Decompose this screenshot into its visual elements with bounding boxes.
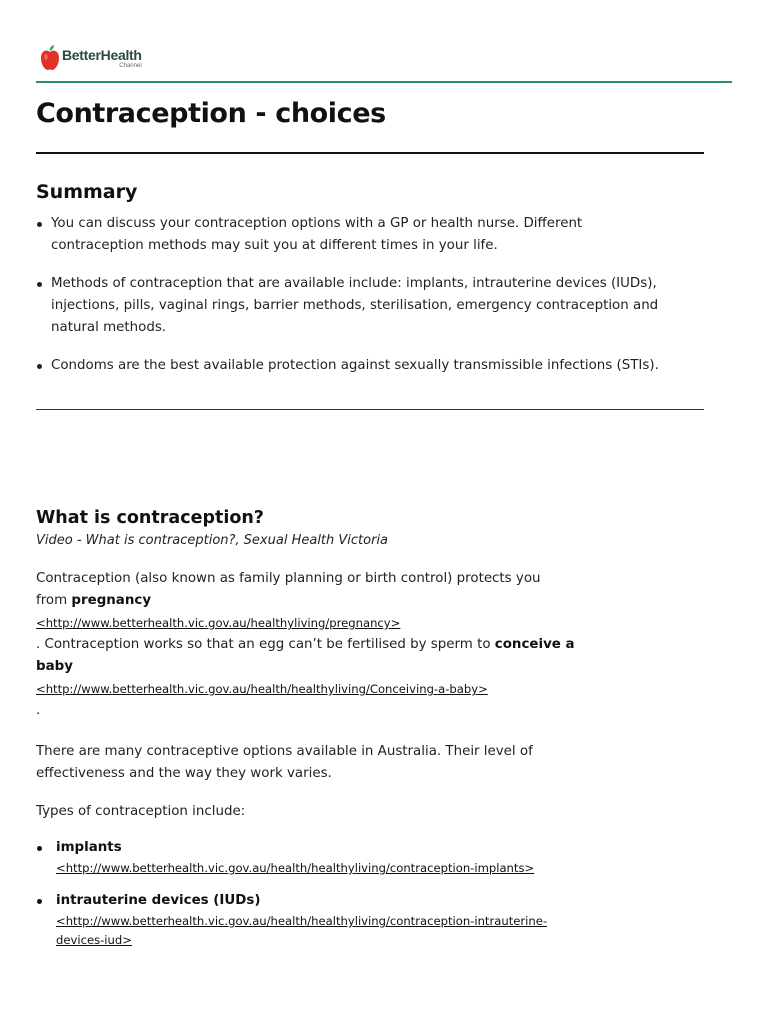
conceive-baby-link-cont[interactable]: baby: [36, 659, 73, 674]
page-title: Contraception - choices: [36, 98, 386, 129]
summary-item: Methods of contraception that are available include: implants, intrauterine devices (IUDs), injections, pills, vaginal rings, barrier methods, sterilisation, emergency contraception and natural methods.: [36, 273, 696, 339]
implants-url[interactable]: <http://www.betterhealth.vic.gov.au/health/healthyliving/contraception-implants>: [56, 861, 535, 875]
summary-divider: [36, 409, 704, 410]
paragraph-intro: Contraception (also known as family planning or birth control) protects you from pregnancy <http://www.betterhealth.vic.gov.au/healthyliving/pregnancy> . Contraception works so that an egg can’t be fertilised by sperm to conceive a baby <http://www.betterhealth.vic.gov.au/health/healthyliving/Conceiving-a-baby> .: [36, 568, 596, 722]
contraception-types-list: [36, 837, 636, 962]
conceive-baby-url[interactable]: <http://www.betterhealth.vic.gov.au/health/healthyliving/Conceiving-a-baby>: [36, 682, 488, 696]
summary-item: You can discuss your contraception options with a GP or health nurse. Different contraception methods may suit you at different times in your life.: [36, 213, 696, 257]
iud-link[interactable]: intrauterine devices (IUDs): [56, 893, 261, 908]
summary-list: [36, 213, 696, 393]
header-divider: [36, 81, 732, 83]
video-caption[interactable]: Video - What is contraception?, Sexual Health Victoria: [36, 533, 389, 548]
conceive-baby-link[interactable]: conceive a: [494, 637, 575, 652]
section-heading: What is contraception?: [36, 508, 264, 528]
iud-url[interactable]: <http://www.betterhealth.vic.gov.au/health/healthyliving/contraception-intrauterine-: [56, 914, 548, 928]
logo-name: BetterHealth: [62, 46, 142, 63]
title-divider: [36, 152, 704, 154]
paragraph-types-intro: Types of contraception include:: [36, 804, 246, 819]
pregnancy-url[interactable]: <http://www.betterhealth.vic.gov.au/healthyliving/pregnancy>: [36, 616, 401, 630]
iud-url-cont[interactable]: devices-iud>: [56, 933, 132, 947]
implants-link[interactable]: implants: [56, 840, 122, 855]
better-health-logo[interactable]: [40, 44, 142, 72]
pregnancy-link[interactable]: pregnancy: [71, 593, 152, 608]
paragraph-options: There are many contraceptive options available in Australia. Their level of effectiveness and the way they work varies.: [36, 744, 533, 781]
apple-logo-icon: [40, 45, 60, 71]
list-item: [36, 890, 636, 950]
summary-heading: Summary: [36, 181, 138, 203]
list-item: [36, 837, 636, 878]
summary-item: Condoms are the best available protection against sexually transmissible infections (STIs).: [36, 355, 696, 377]
logo-subtitle: Channel: [119, 62, 142, 69]
